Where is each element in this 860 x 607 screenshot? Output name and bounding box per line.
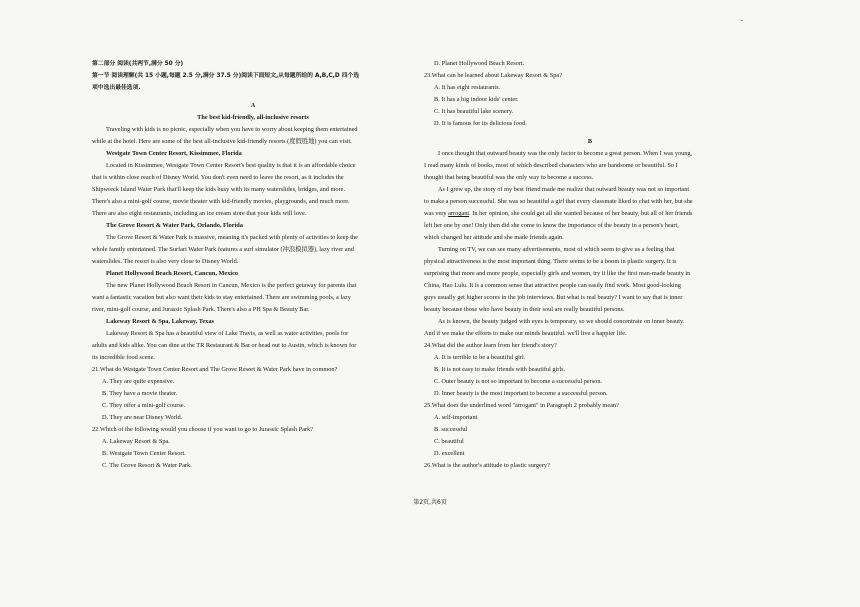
passage-text: surprising that more and more people, especially girls and women, try it like the first man-made beauty in: [424, 270, 691, 277]
passage-text: Turning on TV, we can see many advertisements, most of which seem to give us a feeling that: [438, 246, 675, 253]
question-23: 23.What can be learned about Lakeway Resort & Spa?: [424, 72, 562, 79]
question-25: 25.What does the underlined word "arrogant" in Paragraph 2 probably mean?: [424, 402, 619, 409]
option-22c: C. The Grove Resort & Water Park.: [102, 462, 192, 469]
passage-text: its incredible food scene.: [92, 354, 155, 361]
passage-text: while at the hotel. Here are some of the best all-inclusive kid-friendly resorts (度假胜地) you can visit.: [92, 138, 352, 145]
option-21b: B. They have a movie theater.: [102, 390, 178, 397]
text-run: . In her opinion, she could get all she wanted because of her beauty, but all of her friends: [469, 210, 693, 217]
passage-text: whole family entertained. The Surfari Water Park features a surf simulator (冲浪模拟器), lazy river and: [92, 246, 354, 253]
passage-text: As I grew up, the story of my best friend made me realize that outward beauty was not so important: [438, 186, 690, 193]
corner-mark: -: [740, 16, 743, 24]
passage-b-label: B: [587, 138, 593, 145]
option-22d: D. Planet Hollywood Beach Resort.: [434, 60, 525, 67]
option-23a: A. It has eight restaurants.: [434, 84, 501, 91]
option-21c: C. They offer a mini-golf course.: [102, 402, 186, 409]
passage-text: left her one by one! Only then did she come to know the importance of the beauty in a person's heart,: [424, 222, 679, 229]
option-21d: D. They are near Disney World.: [102, 414, 183, 421]
option-25b: B. successful: [434, 426, 468, 433]
passage-text: China, Hao Lulu. It is a common sense that attractive people can easily find work. Most good-looking: [424, 282, 681, 289]
passage-a-label: A: [250, 102, 256, 109]
section-instruction: 第一节 阅读理解(共 15 小题,每题 2.5 分,满分 37.5 分)阅读下面短文,从每题所给的 A,B,C,D 四个选: [92, 73, 360, 79]
resort-heading: Lakeway Resort & Spa, Lakeway, Texas: [106, 318, 214, 325]
passage-text: As is known, the beauty judged with eyes is temporary, so we should concentrate on inner beauty.: [438, 318, 685, 325]
option-22b: B. Westgate Town Center Resort.: [102, 450, 186, 457]
passage-text: [424, 208, 756, 220]
passage-text: The Grove Resort & Water Park is massive, meaning it's packed with plenty of activities to keep the: [106, 234, 358, 241]
page-number: 第2页,共6页: [413, 499, 447, 506]
passage-text: I once thought that outward beauty was the only factor to become a great person. When I was young,: [438, 150, 693, 157]
passage-a-title: The best kid-friendly, all-inclusive resorts: [197, 114, 309, 121]
option-24a: A. It is terrible to be a beautiful girl.: [434, 354, 526, 361]
option-25d: D. excellent: [434, 450, 465, 457]
passage-text: Shipwreck Island Water Park that'll keep the kids busy with its many waterslides, bridges, and more.: [92, 186, 346, 193]
passage-text: Traveling with kids is no picnic, especially when you have to worry about keeping them entertained: [106, 126, 358, 133]
passage-text: waterslides. The resort is also very close to Disney World.: [92, 258, 239, 265]
option-24c: C. Outer beauty is not so important to become a successful person.: [434, 378, 603, 385]
option-25c: C. beautiful: [434, 438, 464, 445]
option-23c: C. It has beautiful lake scenery.: [434, 108, 514, 115]
passage-text: Located in Kissimmee, Westgate Town Center Resort's best quality is that it is an affordable choice: [106, 162, 356, 169]
passage-text: thought that being beautiful was the only way to become a success.: [424, 174, 594, 181]
option-22a: A. Lakeway Resort & Spa.: [102, 438, 170, 445]
option-25a: A. self-important: [434, 414, 478, 421]
section-instruction-cont: 项中选出最佳选项.: [92, 85, 141, 91]
option-23b: B. It has a big indoor kids' center.: [434, 96, 519, 103]
resort-heading: The Grove Resort & Water Park, Orlando, Florida: [106, 222, 243, 229]
passage-text: guys usually get higher scores in the job interviews. But what is real beauty? I want to say that is inner: [424, 294, 683, 301]
right-column: [424, 58, 756, 472]
option-23d: D. It is famous for its delicious food.: [434, 120, 527, 127]
passage-text: physical attractiveness is the most important thing. There seems to be a boom in plastic surgery. It is: [424, 258, 677, 265]
passage-text: There's also a mini-golf course, movie theater with kid-friendly movies, playgrounds, and much more.: [92, 198, 350, 205]
option-24d: D. Inner beauty is the most important to become a successful person.: [434, 390, 608, 397]
section-title: 第二部分 阅读(共两节,满分 50 分): [92, 61, 184, 67]
option-24b: B. It is not easy to make friends with beautiful girls.: [434, 366, 566, 373]
text-run: was very: [424, 210, 449, 217]
resort-heading: Westgate Town Center Resort, Kissimmee, Florida: [106, 150, 242, 157]
passage-text: There are also eight restaurants, including an ice cream store that your kids will love.: [92, 210, 307, 217]
passage-text: that is within close reach of Disney World. You don't even need to leave the resort, as it includes the: [92, 174, 344, 181]
option-21a: A. They are quite expensive.: [102, 378, 175, 385]
question-22: 22.Which of the following would you choose if you want to go to Jurassic Splash Park?: [92, 426, 314, 433]
resort-heading: Planet Hollywood Beach Resort, Cancun, Mexico: [106, 270, 239, 277]
underlined-word: arrogant: [448, 210, 470, 217]
question-21: 21.What do Westgate Town Center Resort and The Grove Resort & Water Park have in common?: [92, 366, 338, 373]
passage-text: And if we make the efforts to make our minds beautiful. we'll live a happier life.: [424, 330, 627, 337]
passage-text: adults and kids alike. You can dine at the TR Restaurant & Bar or head out to Austin, which is known for: [92, 342, 357, 349]
passage-text: Lakeway Resort & Spa has a beautiful view of Lake Travis, as well as water activities, pools for: [106, 330, 349, 337]
passage-text: I read many kinds of books, most of which described characters who are handsome or beautiful. So I: [424, 162, 678, 169]
passage-text: want a fantastic vacation but also want their kids to stay entertained. There are swimming pools, a lazy: [92, 294, 351, 301]
passage-text: The new Planet Hollywood Beach Resort in Cancun, Mexico is the perfect getaway for parents that: [106, 282, 357, 289]
left-column: [92, 58, 414, 472]
passage-text: to make a person successful. She was so beautiful a girl that every classmate liked to chat with her, but she: [424, 198, 693, 205]
question-26: 26.What is the author's attitude to plastic surgery?: [424, 462, 550, 469]
question-24: 24.What did the author learn from her friend's story?: [424, 342, 557, 349]
passage-text: which changed her attitude and she made friends again.: [424, 234, 564, 241]
passage-text: beauty because those who have beauty in their soul are really beautiful persons.: [424, 306, 625, 313]
passage-text: river, mini-golf course, and Jurassic Splash Park. There's also a PH Spa & Beauty Bar.: [92, 306, 310, 313]
